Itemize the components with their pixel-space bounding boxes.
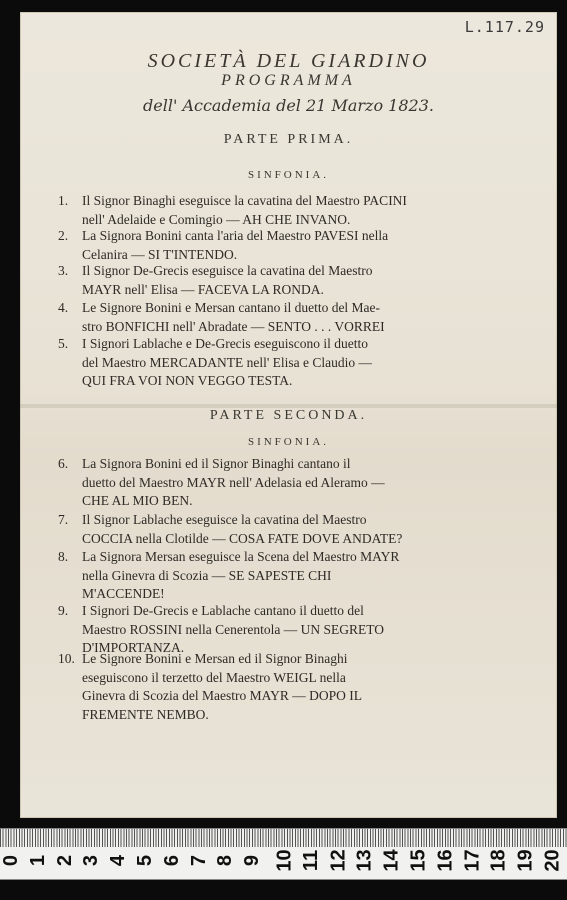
program-item: [58, 299, 512, 336]
item-line: La Signora Bonini ed il Signor Binaghi cantano il: [82, 456, 351, 471]
ruler-label: 7: [187, 854, 210, 867]
ruler-label: 0: [0, 854, 23, 867]
ruler-label: 17: [461, 849, 484, 872]
item-line: Il Signor Binaghi eseguisce la cavatina del Maestro PACINI: [82, 193, 407, 208]
item-line: QUI FRA VOI NON VEGGO TESTA.: [82, 373, 293, 388]
item-line: MAYR nell' Elisa — FACEVA LA RONDA.: [82, 281, 324, 297]
parte-prima-heading: PARTE PRIMA.: [223, 132, 354, 147]
item-number: 4.: [58, 300, 69, 315]
item-line: Celanira — SI T'INTENDO.: [82, 246, 238, 262]
ruler-label: 16: [434, 849, 457, 872]
item-line: La Signora Mersan eseguisce la Scena del Maestro MAYR: [82, 549, 400, 564]
ruler-label: 14: [380, 849, 403, 872]
ruler-label: 11: [299, 849, 322, 872]
item-line: Le Signore Bonini e Mersan cantano il duetto del Mae-: [82, 300, 381, 315]
program-item: [58, 262, 512, 299]
program-item: [58, 335, 512, 391]
document-sheet: [20, 12, 557, 818]
item-line: stro BONFICHI nell' Abradate — SENTO . . . VORREI: [82, 318, 385, 334]
item-line: Il Signor Lablache eseguisce la cavatina del Maestro: [82, 512, 367, 527]
item-line: COCCIA nella Clotilde — COSA FATE DOVE ANDATE?: [82, 530, 403, 546]
ruler-label: 10: [273, 849, 296, 872]
ruler-label: 19: [514, 849, 537, 872]
ruler-label: 5: [134, 854, 157, 867]
shelfmark-annotation: L.117.29: [464, 18, 545, 36]
ruler-label: 9: [241, 854, 264, 867]
item-line: Ginevra di Scozia del Maestro MAYR — DOPO IL: [82, 688, 362, 703]
item-number: 8.: [58, 549, 69, 564]
item-line: Le Signore Bonini e Mersan ed il Signor Binaghi: [82, 651, 348, 666]
item-line: del Maestro MERCADANTE nell' Elisa e Claudio —: [82, 354, 373, 370]
parte-seconda-heading: PARTE SECONDA.: [209, 408, 368, 423]
program-item: [58, 548, 512, 604]
ruler-numbers: [0, 849, 567, 877]
society-title: SOCIETÀ DEL GIARDINO: [147, 50, 430, 72]
program-item: [58, 192, 512, 229]
ruler-label: 13: [354, 849, 377, 872]
measurement-ruler: [0, 828, 567, 880]
item-line: D'IMPORTANZA.: [82, 640, 185, 655]
program-item: [58, 511, 512, 548]
item-number: 1.: [58, 193, 69, 208]
item-number: 6.: [58, 456, 69, 471]
item-line: Maestro ROSSINI nella Cenerentola — UN SEGRETO: [82, 621, 384, 637]
item-line: eseguiscono il terzetto del Maestro WEIGL nella: [82, 669, 346, 685]
item-number: 9.: [58, 603, 69, 618]
ruler-label: 18: [488, 849, 511, 872]
item-number: 3.: [58, 263, 69, 278]
item-line: M'ACCENDE!: [82, 586, 165, 601]
accademia-date: dell' Accademia del 21 Marzo 1823.: [143, 96, 434, 115]
programma-title: PROGRAMMA: [221, 72, 356, 89]
ruler-label: 20: [541, 849, 564, 872]
sinfonia-seconda: SINFONIA.: [247, 436, 330, 448]
sinfonia-prima: SINFONIA.: [247, 169, 330, 181]
item-line: La Signora Bonini canta l'aria del Maestro PAVESI nella: [82, 228, 389, 243]
ruler-label: 3: [80, 854, 103, 867]
item-line: Il Signor De-Grecis eseguisce la cavatina del Maestro: [82, 263, 373, 278]
item-line: nell' Adelaide e Comingio — AH CHE INVANO.: [82, 211, 351, 227]
item-line: duetto del Maestro MAYR nell' Adelasia ed Aleramo —: [82, 474, 385, 490]
item-number: 7.: [58, 512, 69, 527]
item-line: I Signori Lablache e De-Grecis eseguiscono il duetto: [82, 336, 369, 351]
item-number: 5.: [58, 336, 69, 351]
item-number: 10.: [58, 651, 75, 666]
ruler-ticks: [0, 829, 567, 847]
item-line: CHE AL MIO BEN.: [82, 493, 193, 508]
program-item: [58, 650, 512, 724]
ruler-label: 15: [407, 849, 430, 872]
ruler-label: 4: [107, 854, 130, 867]
program-item: [58, 455, 512, 511]
ruler-label: 8: [214, 854, 237, 867]
item-line: FREMENTE NEMBO.: [82, 706, 209, 722]
ruler-label: 12: [327, 849, 350, 872]
item-number: 2.: [58, 228, 69, 243]
ruler-label: 1: [26, 854, 49, 867]
ruler-label: 6: [160, 854, 183, 867]
item-line: nella Ginevra di Scozia — SE SAPESTE CHI: [82, 567, 332, 583]
program-item: [58, 227, 512, 264]
ruler-label: 2: [53, 854, 76, 867]
item-line: I Signori De-Grecis e Lablache cantano il duetto del: [82, 603, 364, 618]
